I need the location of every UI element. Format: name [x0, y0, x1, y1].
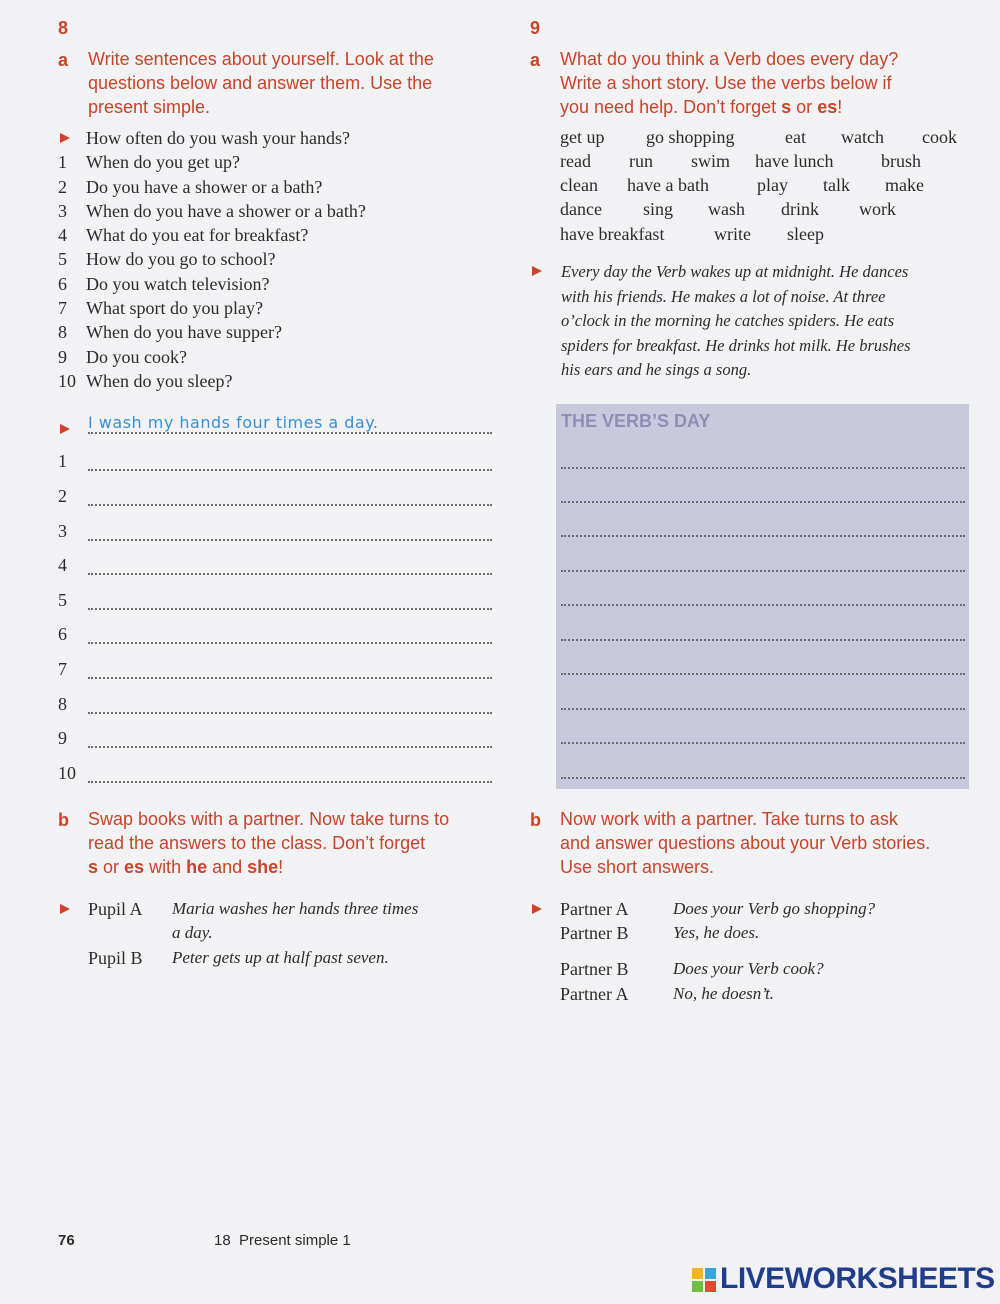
exercise-9b-letter: b	[530, 810, 541, 830]
instruction-line: read the answers to the class. Don’t forget	[88, 833, 426, 853]
dialogue-speaker: Partner A	[560, 899, 629, 919]
story-line[interactable]	[561, 570, 965, 572]
word: go shopping	[646, 127, 735, 147]
story-line[interactable]	[561, 501, 965, 503]
word: swim	[691, 151, 731, 171]
instruction-line: Swap books with a partner. Now take turns to	[88, 809, 450, 829]
instruction-line: present simple.	[88, 97, 211, 117]
instruction-line: you need help. Don’t forget s or es!	[560, 97, 843, 117]
answer-number: 4	[58, 555, 67, 575]
exercise-9-number: 9	[530, 18, 541, 38]
instruction-line: Write a short story. Use the verbs below if	[560, 73, 892, 93]
exercise-9b-instruction	[560, 807, 930, 879]
exercise-9a-instruction	[560, 47, 898, 119]
word: clean	[560, 175, 598, 195]
arrow-icon	[60, 424, 70, 434]
story-line[interactable]	[561, 535, 965, 537]
story-line[interactable]	[561, 604, 965, 606]
answer-line[interactable]	[88, 746, 492, 748]
answer-number: 9	[58, 728, 67, 748]
logo-text: LIVEWORKSHEETS	[720, 1262, 995, 1295]
dialogue-text: No, he doesn’t.	[673, 984, 775, 1003]
exercise-8a-instruction	[88, 47, 434, 119]
word: have lunch	[755, 151, 834, 171]
instruction-line: and answer questions about your Verb stories.	[560, 833, 931, 853]
answer-number: 7	[58, 659, 67, 679]
answer-number: 6	[58, 624, 67, 644]
unit-title: 18 Present simple 1	[214, 1232, 351, 1249]
dialogue-speaker: Partner B	[560, 923, 629, 943]
answer-line[interactable]	[88, 608, 492, 610]
word: make	[885, 175, 924, 195]
example-story: Every day the Verb wakes up at midnight. He dances with his friends. He makes a lot of noise. At three o’clock in the morning he catches spiders. He eats spiders for breakfast. He drinks hot milk. He brushes his ears and he sings a song.	[561, 262, 911, 379]
dialogue-speaker: Partner B	[560, 959, 629, 979]
instruction-line: questions below and answer them. Use the	[88, 73, 433, 93]
word: play	[757, 175, 788, 195]
word: read	[560, 151, 591, 171]
dialogue-text: Does your Verb go shopping?	[673, 899, 876, 918]
answer-line[interactable]	[88, 573, 492, 575]
question-item: 4 What do you eat for breakfast?	[58, 225, 309, 246]
question-list	[58, 126, 366, 393]
page-number: 76	[58, 1232, 75, 1249]
question-item: 7 What sport do you play?	[58, 298, 263, 319]
answer-line[interactable]	[88, 642, 492, 644]
exercise-8a-letter: a	[58, 50, 69, 70]
word: get up	[560, 127, 605, 147]
question-item: 9 Do you cook?	[58, 346, 187, 367]
instruction-line: s or es with he and she!	[88, 857, 284, 877]
word: work	[859, 199, 896, 219]
question-item: 10 When do you sleep?	[58, 370, 233, 391]
question-item: 2 Do you have a shower or a bath?	[58, 176, 323, 197]
dialogue-text: Yes, he does.	[673, 923, 760, 942]
answer-number: 5	[58, 590, 67, 610]
word: sing	[643, 199, 674, 219]
answer-line-example	[88, 432, 492, 434]
exercise-9a-letter: a	[530, 50, 541, 70]
word: write	[714, 224, 751, 244]
word: sleep	[787, 224, 824, 244]
question-item: 1 When do you get up?	[58, 152, 240, 173]
question-item: 8 When do you have supper?	[58, 322, 282, 343]
instruction-line: Use short answers.	[560, 857, 715, 877]
answer-line[interactable]	[88, 469, 492, 471]
dialogue-text: Does your Verb cook?	[673, 959, 824, 978]
story-line[interactable]	[561, 467, 965, 469]
answer-line[interactable]	[88, 712, 492, 714]
word: brush	[881, 151, 921, 171]
word: wash	[708, 199, 745, 219]
answer-number: 3	[58, 521, 67, 541]
question-item: 6 Do you watch television?	[58, 273, 270, 294]
word: have a bath	[627, 175, 709, 195]
word: eat	[785, 127, 806, 147]
question-item: 5 How do you go to school?	[58, 249, 276, 270]
pupil-a-text: Maria washes her hands three times a day.	[172, 899, 419, 943]
pupil-b-text: Peter gets up at half past seven.	[172, 948, 389, 967]
answer-line[interactable]	[88, 539, 492, 541]
answer-number: 1	[58, 451, 67, 471]
example-answer: I wash my hands four times a day.	[88, 413, 379, 432]
logo-grid-icon	[692, 1268, 716, 1292]
instruction-line: Write sentences about yourself. Look at the	[88, 49, 434, 69]
word: dance	[560, 199, 602, 219]
story-line[interactable]	[561, 673, 965, 675]
answer-number: 2	[58, 486, 67, 506]
arrow-icon	[532, 904, 542, 914]
story-line[interactable]	[561, 708, 965, 710]
pupil-b-label: Pupil B	[88, 948, 143, 968]
answer-line[interactable]	[88, 677, 492, 679]
story-line[interactable]	[561, 742, 965, 744]
liveworksheets-logo	[692, 1262, 995, 1298]
word: drink	[781, 199, 819, 219]
example-question: How often do you wash your hands?	[86, 128, 350, 148]
instruction-line: Now work with a partner. Take turns to ask	[560, 809, 898, 829]
word: have breakfast	[560, 224, 665, 244]
pupil-a-label: Pupil A	[88, 899, 143, 919]
verbs-day-box	[556, 404, 969, 789]
answer-number: 10	[58, 763, 76, 783]
arrow-icon	[60, 904, 70, 914]
verbs-day-title: THE VERB’S DAY	[561, 411, 711, 431]
word: run	[629, 151, 653, 171]
answer-number: 8	[58, 694, 67, 714]
answer-line[interactable]	[88, 504, 492, 506]
instruction-line: What do you think a Verb does every day?	[560, 49, 899, 69]
question-item: 3 When do you have a shower or a bath?	[58, 200, 366, 221]
word: cook	[922, 127, 957, 147]
exercise-8-number: 8	[58, 18, 69, 38]
story-line[interactable]	[561, 777, 965, 779]
word: watch	[841, 127, 884, 147]
exercise-8b-instruction	[88, 807, 449, 879]
arrow-icon	[532, 266, 542, 276]
answer-line[interactable]	[88, 781, 492, 783]
dialogue-speaker: Partner A	[560, 984, 629, 1004]
story-line[interactable]	[561, 639, 965, 641]
exercise-8b-letter: b	[58, 810, 69, 830]
word: talk	[823, 175, 850, 195]
